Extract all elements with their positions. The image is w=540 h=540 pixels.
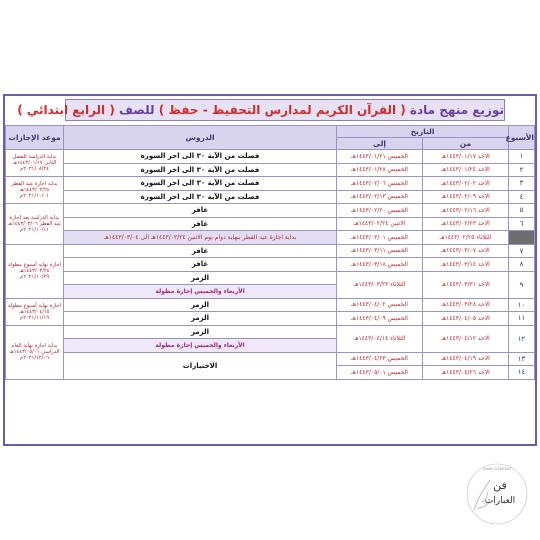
from-date: الاحد ١٤٤٣/٠٤/٠٥هـ [423,312,509,326]
table-row [6,258,535,272]
to-date: الثلاثاء ١٤٤٣/٠٤/١٤هـ [337,325,423,352]
week-number: ٦ [509,217,535,231]
holiday-note: بداية الدراسة للفصل الثاني ١٤٤٣/٠١/١٧هـ ٢٠٢١/٠٨/٢٤م [6,150,64,177]
table-row [6,312,535,326]
lesson-cell: الزمر [64,298,337,312]
band-to: الخميس ١٤٤٣/٠٣/٠١هـ [337,231,423,245]
from-date: الاحد ١٤٤٣/٠٢/٠٩هـ [423,190,509,204]
lesson-cell: فصلت من الآية ٣٠ الى اخر السورة [64,177,337,191]
week-number: ٩ [509,271,535,298]
to-date: الخميس ١٤٤٣/٠٤/٠٩هـ [337,312,423,326]
week-number: ١٢ [509,325,535,352]
week-number: ٧ [509,244,535,258]
logo-ring [467,464,527,524]
header-week: الأسبوع [509,126,535,150]
curriculum-sheet [3,94,537,446]
brand-logo [462,458,532,530]
holiday-note: بداية اجازة نهاية العام الدراسي ١٤٤٣/٠٥/٠١هـ ٢٠٢١/١٢/٠٦م [6,325,64,379]
to-date: الخميس ١٤٤٣/٠٣/١١هـ [337,244,423,258]
to-date: الخميس ١٤٤٣/٠٢/٢٠هـ [337,204,423,218]
logo-line2: العبارات [484,496,516,506]
table-row [6,271,535,285]
holiday-note: اجازة نهاية أسبوع مطولة ١٤٤٣/٠٤/١٥هـ ٢٠٢١/١١/١٩م [6,298,64,325]
lesson-cell: فصلت من الآية ٣٠ الى اخر السورة [64,190,337,204]
from-date: الاحد ١٤٤٣/٠٢/١٦هـ [423,204,509,218]
week-number: ١٤ [509,366,535,380]
logo-line1: فن [493,479,507,492]
band-text: بداية اجازة عيد الفطر بنهاية دوام يوم الاثنين ١٤٤٣/٠٢/٢٤هـ الى ١٤٤٣/٠٣/٠٤هـ [64,231,337,245]
to-date: الخميس ١٤٤٣/٠٤/٠٢هـ [337,298,423,312]
to-date: الثلاثاء ١٤٤٣/٠٣/٢٣هـ [337,271,423,298]
week-number: ١٠ [509,298,535,312]
lesson-cell: الزمر [64,312,337,326]
header-lessons: الدروس [64,126,337,150]
lesson-cell: فصلت من الآية ٣٠ الى اخر السورة [64,163,337,177]
band-week [509,231,535,245]
week-number: ١٣ [509,352,535,366]
logo-brand: FANN ALEBARAT [482,467,512,471]
from-date: الاحد ١٤٤٣/٠٤/١٢هـ [423,325,509,352]
lesson-cell: الزمر [64,271,337,285]
from-date: الاحد ١٤٤٣/٠٣/٢١هـ [423,271,509,298]
to-date: الاثنين ١٤٤٣/٠٢/٢٤هـ [337,217,423,231]
from-date: الاحد ١٤٤٣/٠١/٢٤هـ [423,163,509,177]
lesson-cell: غافر [64,204,337,218]
to-date: الخميس ١٤٤٣/٠٢/١٣هـ [337,190,423,204]
table-row [6,244,535,258]
to-date: الخميس ١٤٤٣/٠١/٢١هـ [337,150,423,164]
table-row [6,217,535,231]
week-number: ١ [509,150,535,164]
from-date: الاحد ١٤٤٣/٠٣/١٤هـ [423,258,509,272]
week-number: ١١ [509,312,535,326]
header-holidays: موعد الإجازات [6,126,64,150]
from-date: الاحد ١٤٤٣/٠٢/٠٢هـ [423,177,509,191]
lesson-note: الأربعاء والخميس إجازة مطولة [64,339,337,353]
title-grade: ( الرابع ابتدائي ) [17,103,115,117]
header-to: إلى [337,138,423,150]
title-grade-prefix: للصف [119,103,155,117]
to-date: الخميس ١٤٤٣/٠٣/١٨هـ [337,258,423,272]
from-date: الاحد ١٤٤٣/٠٣/٢٨هـ [423,298,509,312]
page-title [17,99,505,121]
table-row [6,298,535,312]
week-number: ٥ [509,204,535,218]
lesson-cell: غافر [64,258,337,272]
to-date: الخميس ١٤٤٣/٠٢/٠٦هـ [337,177,423,191]
holiday-note: اجازة نهاية أسبوع مطولة ١٤٤٣/٠٣/٢٤هـ ٢٠٢١/١٠/٢٩م [6,244,64,298]
holiday-note: بداية اجازة عيد الفطر ١٤٤٣/٠٢/٢٤هـ ٢٠٢١/١٠/٠١م [6,177,64,204]
table-row [6,150,535,164]
week-number: ٨ [509,258,535,272]
lesson-cell: الاختبارات [64,352,337,379]
table-row [6,325,535,339]
to-date: الخميس ١٤٤٣/٠٥/٠١هـ [337,366,423,380]
title-main: توزيع منهج مادة [409,103,504,117]
header-row [6,126,535,138]
from-date: الاحد ١٤٤٣/٠٤/٢٦هـ [423,366,509,380]
week-number: ٢ [509,163,535,177]
lesson-cell: غافر [64,244,337,258]
lesson-cell: الزمر [64,325,337,339]
title-subject: ( القرآن الكريم لمدارس التحفيظ - حفظ ) [158,103,406,117]
week-number: ٤ [509,190,535,204]
to-date: الخميس ١٤٤٣/٠١/٢٨هـ [337,163,423,177]
lesson-note: الأربعاء والخميس إجازة مطولة [64,285,337,299]
to-date: الخميس ١٤٤٣/٠٤/٢٣هـ [337,352,423,366]
table-row [6,352,535,366]
table-row [6,204,535,218]
schedule-table [5,125,535,380]
from-date: الاحد ١٤٤٣/٠٢/٢٣هـ [423,217,509,231]
header-from: من [423,138,509,150]
table-row [6,163,535,177]
header-date: التاريخ [337,126,509,138]
table-row [6,190,535,204]
holiday-note: بداية الدراسة بعد اجازة عيد الفطر ١٤٤٣/٠٣/٠٦هـ ٢٠٢١/١٠/١١م [6,204,64,245]
week-number: ٣ [509,177,535,191]
lesson-cell: فصلت من الآية ٣٠ الى اخر السورة [64,150,337,164]
lesson-cell: غافر [64,217,337,231]
from-date: الاحد ١٤٤٣/٠٣/٠٧هـ [423,244,509,258]
from-date: الاحد ١٤٤٣/٠١/١٧هـ [423,150,509,164]
holiday-band-row [6,231,535,245]
table-row [6,177,535,191]
from-date: الاحد ١٤٤٣/٠٤/١٩هـ [423,352,509,366]
band-from: الثلاثاء ١٤٤٣/٠٢/٢٥هـ [423,231,509,245]
